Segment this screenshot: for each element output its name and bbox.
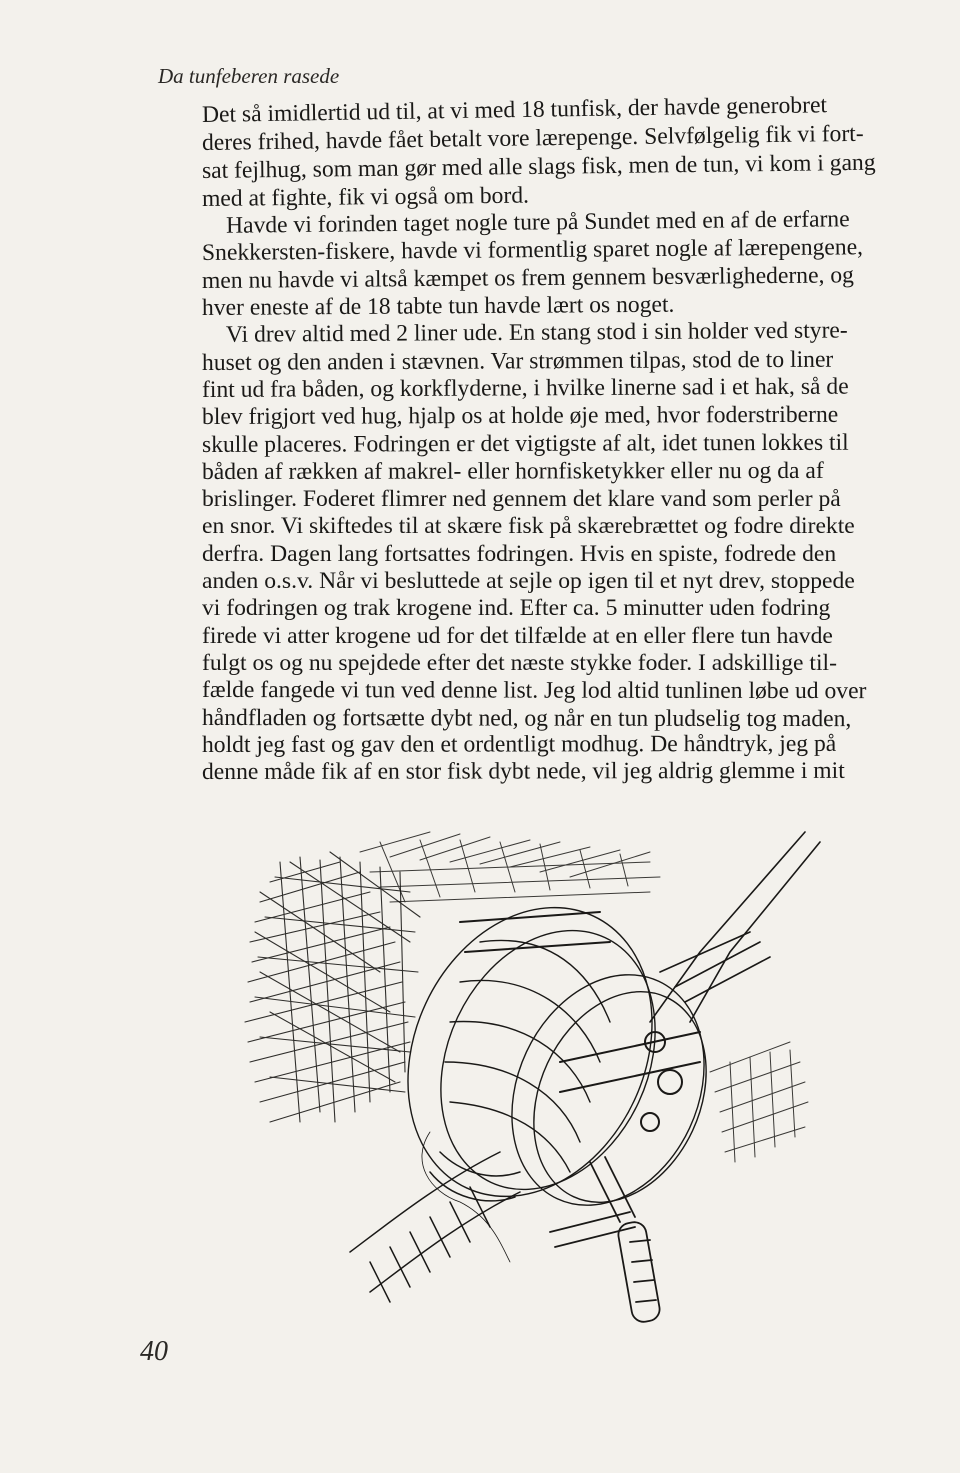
text-line: med at fighte, fik vi også om bord. bbox=[201, 182, 530, 212]
text-line: fælde fangede vi tun ved denne list. Jeg lod altid tunlinen løbe ud over bbox=[201, 677, 867, 705]
text-line: fulgt os og nu spejdede efter det næste stykke foder. I adskillige til- bbox=[202, 649, 837, 676]
running-header: Da tunfeberen rasede bbox=[158, 64, 340, 88]
fishing-reel-illustration bbox=[230, 822, 890, 1352]
body-text bbox=[201, 92, 902, 786]
reel-crank bbox=[550, 1157, 661, 1324]
text-line: vi fodringen og trak krogene ind. Efter ca. 5 minutter uden fodring bbox=[202, 595, 831, 622]
text-line: hver eneste af de 18 tabte tun havde lært os noget. bbox=[201, 291, 675, 322]
text-line: Det så imidlertid ud til, at vi med 18 tunfisk, der havde generobret bbox=[201, 92, 828, 128]
text-line: båden af rækken af makrel- eller hornfisketykker eller nu og da af bbox=[201, 457, 824, 485]
rod-grip bbox=[350, 1152, 520, 1302]
rod bbox=[650, 832, 820, 1022]
reel-frame bbox=[460, 912, 700, 1131]
text-line: derfra. Dagen lang fortsattes fodringen. Hvis en spiste, fodrede den bbox=[202, 540, 837, 567]
text-line: Snekkersten-fiskere, havde vi formentlig sparet nogle af lærepengene, bbox=[201, 234, 864, 267]
text-line: denne måde fik af en stor fisk dybt nede, vil jeg aldrig glemme i mit bbox=[201, 758, 845, 786]
hatching-right bbox=[710, 1042, 808, 1162]
text-line: en snor. Vi skiftedes til at skære fisk på skærebrættet og fodre direkte bbox=[202, 513, 855, 540]
text-line: håndfladen og fortsætte dybt ned, og når en tun pludselig tog maden, bbox=[201, 704, 852, 732]
text-line: holdt jeg fast og gav den et ordentligt modhug. De håndtryk, jeg på bbox=[201, 730, 837, 758]
text-line: sat fejlhug, som man gør med alle slags fisk, men de tun, vi kom i gang bbox=[201, 149, 876, 184]
page-number: 40 bbox=[140, 1336, 168, 1367]
reel-spool bbox=[362, 867, 740, 1236]
text-line: Vi drev altid med 2 liner ude. En stang stod i sin holder ved styre- bbox=[225, 317, 848, 349]
text-line: Havde vi forinden taget nogle ture på Sundet med en af de erfarne bbox=[225, 206, 850, 239]
text-line: anden o.s.v. Når vi besluttede at sejle op igen til et nyt drev, stoppede bbox=[202, 568, 855, 595]
text-line: blev frigjort ved hug, hjalp os at holde øje med, hvor foderstriberne bbox=[201, 402, 839, 431]
text-line: deres frihed, havde fået betalt vore lærepenge. Selvfølgelig fik vi fort- bbox=[201, 121, 864, 157]
text-line: firede vi atter krogene ud for det tilfælde at en eller flere tun havde bbox=[202, 622, 833, 649]
text-line: huset og den anden i stævnen. Var strømmen tilpas, stod de to liner bbox=[201, 346, 834, 376]
text-line: skulle placeres. Fodringen er det vigtigste af alt, idet tunen lokkes til bbox=[201, 429, 849, 458]
text-line: men nu havde vi altså kæmpet os frem gennem besværlighederne, og bbox=[201, 262, 855, 294]
text-line: fint ud fra båden, og korkflyderne, i hvilke linerne sad i et hak, så de bbox=[201, 373, 849, 403]
text-line: brislinger. Foderet flimrer ned gennem det klare vand som perler på bbox=[202, 486, 841, 513]
hatching-left bbox=[245, 852, 420, 1122]
